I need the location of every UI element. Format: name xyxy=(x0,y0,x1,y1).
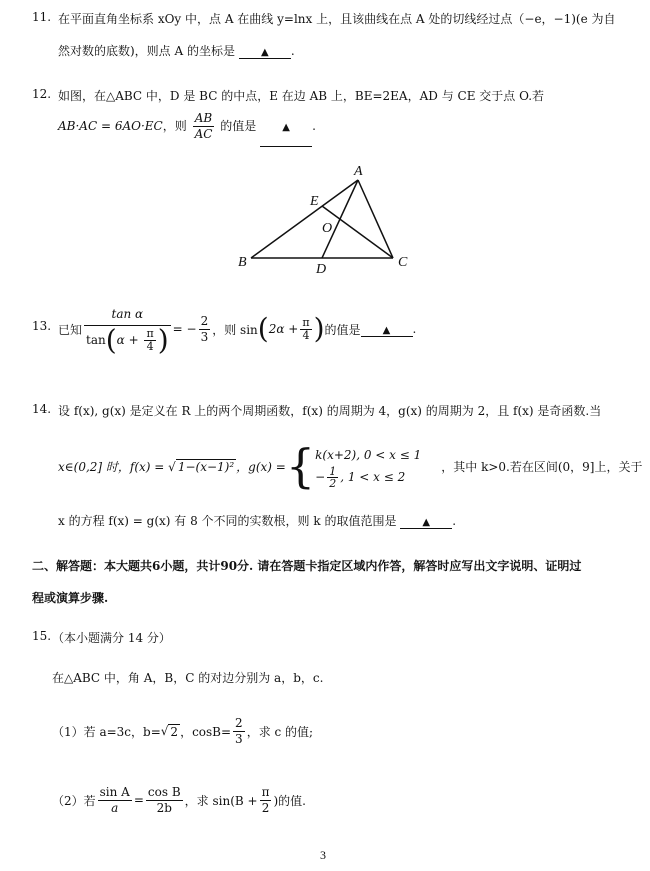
answer-blank xyxy=(400,514,452,529)
q11-text-line1: 在平面直角坐标系 xOy 中，点 A 在曲线 y=lnx 上，且该曲线在点 A 处的切线经过点（−e，−1)(e 为自 xyxy=(58,12,616,26)
q11-number: 11. xyxy=(32,10,52,24)
q12-text-line2: AB·AC = 6AO·EC，则 $\frac{AB}{AC}$ 的值是 ▲ . xyxy=(58,108,316,147)
piecewise-cases: k(x+2), 0 < x ≤ 1 − $\frac{1}{2}$ , 1 < x ≤ 2 xyxy=(315,447,422,490)
vertex-label-o: O xyxy=(322,221,333,236)
triangle-marker-icon: ▲ xyxy=(260,47,269,58)
q14-text-line3: x 的方程 f(x) = g(x) 有 8 个不同的实数根，则 k 的取值范围是 ▲ . xyxy=(58,514,457,528)
q11-text-line2: 然对数的底数)，则点 A 的坐标是 ▲ . xyxy=(58,44,295,58)
triangle-marker-icon: ▲ xyxy=(382,324,391,336)
answer-blank xyxy=(361,322,413,337)
q15-part1: （1）若 a=3c，b= √ 2 ，cosB= $\frac{2}{3}$ ，求 c 的值; xyxy=(52,715,314,746)
triangle-abc-figure xyxy=(230,160,430,280)
q15-score: （本小题满分 14 分） xyxy=(52,631,171,645)
vertex-label-c: C xyxy=(398,255,408,270)
q14-text-line2: x∈(0,2] 时，f(x) = √ 1−(x−1)² ，g(x) = { k(x+2), 0 < x ≤ 1 − $\frac{1}{2}$ , 1 < x ≤ 2 ，其中 k>0.若在区间(0，9]上，关于 xyxy=(58,439,643,493)
vertex-label-a: A xyxy=(354,164,363,179)
q12-number: 12. xyxy=(32,87,52,101)
sqrt-expression: 1−(x−1)² xyxy=(177,459,235,474)
q12-text-line1: 如图，在△ABC 中，D 是 BC 的中点，E 在边 AB 上，BE=2EA，AD 与 CE 交于点 O.若 xyxy=(58,89,545,103)
q15-intro: 在△ABC 中，角 A，B，C 的对边分别为 a，b，c. xyxy=(52,671,324,685)
page-number: 3 xyxy=(320,848,326,862)
q12-vector-equation: AB·AC = 6AO·EC xyxy=(58,119,163,133)
q15-part2: （2）若 $\frac{\text{sin A}}{a}$ = $\frac{\text{cos B}}{2b}$ ，求 sin(B + $\frac{\pi}{2}$ )的值. xyxy=(52,784,306,815)
q13-number: 13. xyxy=(32,319,52,333)
q14-text-line1: 设 f(x), g(x) 是定义在 R 上的两个周期函数，f(x) 的周期为 4，g(x) 的周期为 2，且 f(x) 是奇函数.当 xyxy=(58,404,602,418)
vertex-label-d: D xyxy=(316,262,327,277)
vertex-label-b: B xyxy=(238,255,247,270)
answer-blank xyxy=(260,108,312,147)
q12-ratio-fraction: $\frac{AB}{AC}$ xyxy=(194,111,213,141)
answer-blank xyxy=(239,44,291,59)
vertex-label-e: E xyxy=(310,194,319,209)
triangle-marker-icon: ▲ xyxy=(422,517,431,528)
section-heading-line2: 程或演算步骤. xyxy=(32,591,109,605)
q15-number: 15. xyxy=(32,629,52,643)
section-heading-line1: 二、解答题：本大题共6小题，共计90分. 请在答题卡指定区域内作答，解答时应写出文字说明、证明过 xyxy=(32,559,582,573)
q14-number: 14. xyxy=(32,402,52,416)
q13-formula: 已知 tan α tan(α + $\frac{\pi}{4}$ ) = − $\frac{2}{3}$ ，则 sin ( 2α + $\frac{\pi}{4}$ ) 的值是 ▲ . xyxy=(58,302,416,356)
q13-main-fraction: tan α tan(α + $\frac{\pi}{4}$ ) xyxy=(84,303,171,355)
triangle-marker-icon: ▲ xyxy=(282,122,290,133)
